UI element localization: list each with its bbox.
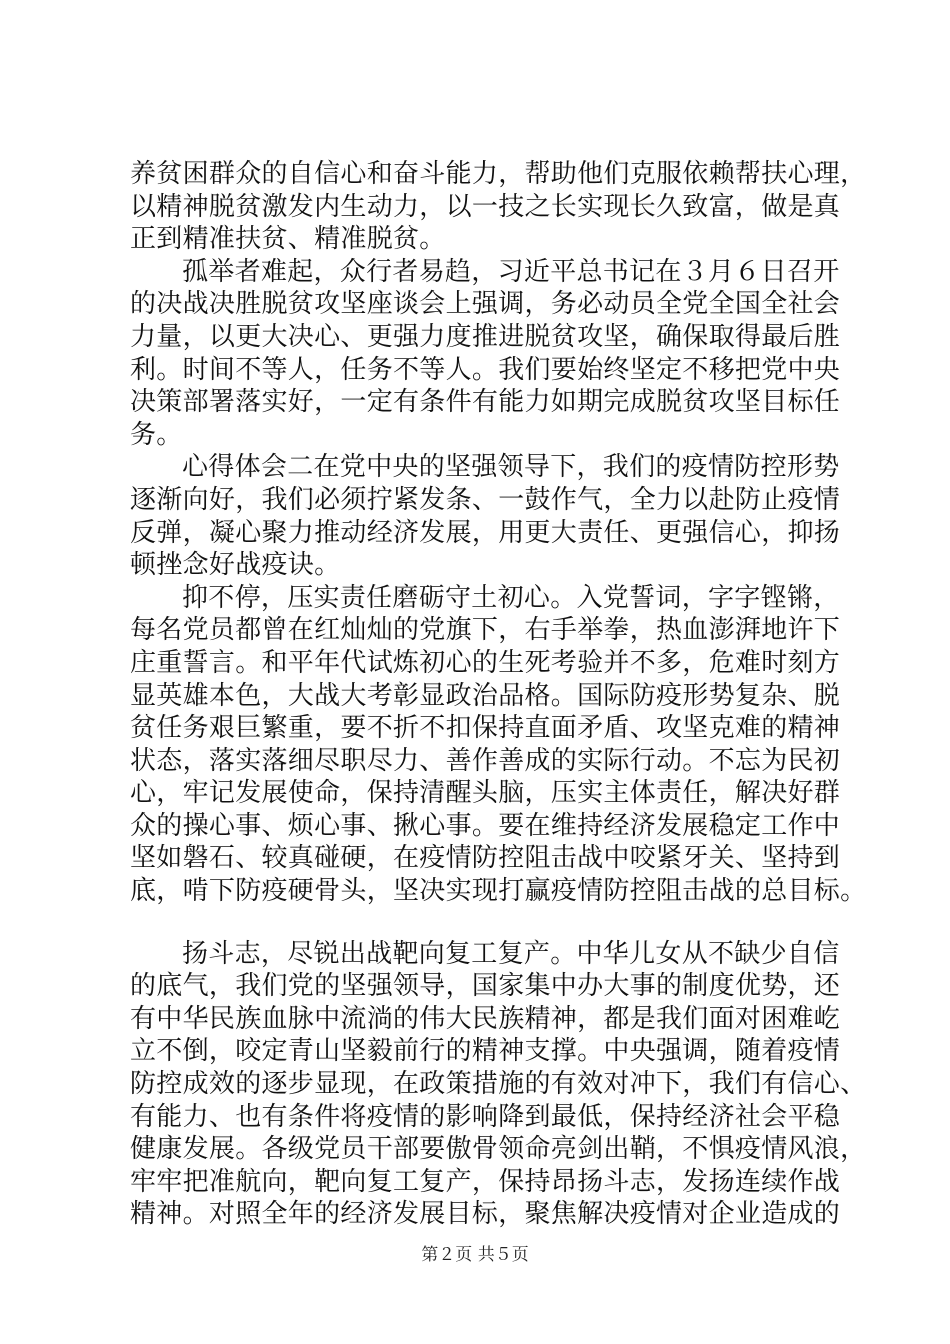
text-line: 立不倒，咬定青山坚毅前行的精神支撑。中央强调，随着疫情 — [130, 1036, 841, 1067]
text-line: 状态，落实落细尽职尽力、善作善成的实际行动。不忘为民初 — [130, 745, 841, 776]
text-line: 底，啃下防疫硬骨头，坚决实现打赢疫情防控阻击战的总目标。 — [130, 876, 867, 907]
text-line: 以精神脱贫激发内生动力，以一技之长实现长久致富，做是真 — [130, 191, 841, 222]
text-line: 的决战决胜脱贫攻坚座谈会上强调，务必动员全党全国全社会 — [130, 289, 841, 320]
text-line: 每名党员都曾在红灿灿的党旗下，右手举拳，热血澎湃地许下 — [130, 615, 841, 646]
paragraph-first-line: 抑不停，压实责任磨砺守土初心。入党誓词，字字铿锵， — [182, 582, 840, 613]
text-line: 心，牢记发展使命，保持清醒头脑，压实主体责任，解决好群 — [130, 778, 841, 809]
text-line: 利。时间不等人，任务不等人。我们要始终坚定不移把党中央 — [130, 354, 841, 385]
text-line: 健康发展。各级党员干部要傲骨领命亮剑出鞘，不惧疫情风浪， — [130, 1134, 867, 1165]
text-line: 坚如磐石、较真碰硬，在疫情防控阻击战中咬紧牙关、坚持到 — [130, 843, 841, 874]
text-line: 防控成效的逐步显现，在政策措施的有效对冲下，我们有信心、 — [130, 1069, 867, 1100]
text-line: 正到精准扶贫、精准脱贫。 — [130, 224, 446, 255]
document-body — [130, 158, 867, 1231]
text-line: 逐渐向好，我们必须拧紧发条、一鼓作气，全力以赴防止疫情 — [130, 484, 841, 515]
paragraph-gap — [130, 908, 842, 938]
text-line: 有能力、也有条件将疫情的影响降到最低，保持经济社会平稳 — [130, 1101, 841, 1132]
text-line: 贫任务艰巨繁重，要不折不扣保持直面矛盾、攻坚克难的精神 — [130, 713, 841, 744]
text-line: 众的操心事、烦心事、揪心事。要在维持经济发展稳定工作中 — [130, 810, 841, 841]
text-line: 牢牢把准航向，靶向复工复产，保持昂扬斗志，发扬连续作战 — [130, 1166, 841, 1197]
text-line: 的底气，我们党的坚强领导，国家集中办大事的制度优势，还 — [130, 971, 841, 1002]
paragraph-first-line: 孤举者难起，众行者易趋，习近平总书记在３月６日召开 — [182, 256, 840, 287]
text-line: 顿挫念好战疫诀。 — [130, 550, 341, 581]
page-number: 第２页 共５页 — [421, 1245, 529, 1265]
text-line: 养贫困群众的自信心和奋斗能力，帮助他们克服依赖帮扶心理， — [130, 159, 867, 189]
paragraph-first-line: 扬斗志，尽锐出战靶向复工复产。中华儿女从不缺少自信 — [182, 938, 840, 969]
text-line: 精神。对照全年的经济发展目标，聚焦解决疫情对企业造成的 — [130, 1199, 841, 1230]
text-line: 显英雄本色，大战大考彰显政治品格。国际防疫形势复杂、脱 — [130, 680, 841, 711]
text-line: 反弹，凝心聚力推动经济发展，用更大责任、更强信心，抑扬 — [130, 517, 841, 548]
text-line: 庄重誓言。和平年代试炼初心的生死考验并不多，危难时刻方 — [130, 647, 841, 678]
text-line: 决策部署落实好，一定有条件有能力如期完成脱贫攻坚目标任 — [130, 387, 841, 418]
paragraph-first-line: 心得体会二在党中央的坚强领导下，我们的疫情防控形势 — [182, 452, 840, 483]
text-line: 务。 — [130, 419, 183, 450]
text-line: 有中华民族血脉中流淌的伟大民族精神，都是我们面对困难屹 — [130, 1003, 841, 1034]
text-line: 力量，以更大决心、更强力度推进脱贫攻坚，确保取得最后胜 — [130, 321, 841, 352]
